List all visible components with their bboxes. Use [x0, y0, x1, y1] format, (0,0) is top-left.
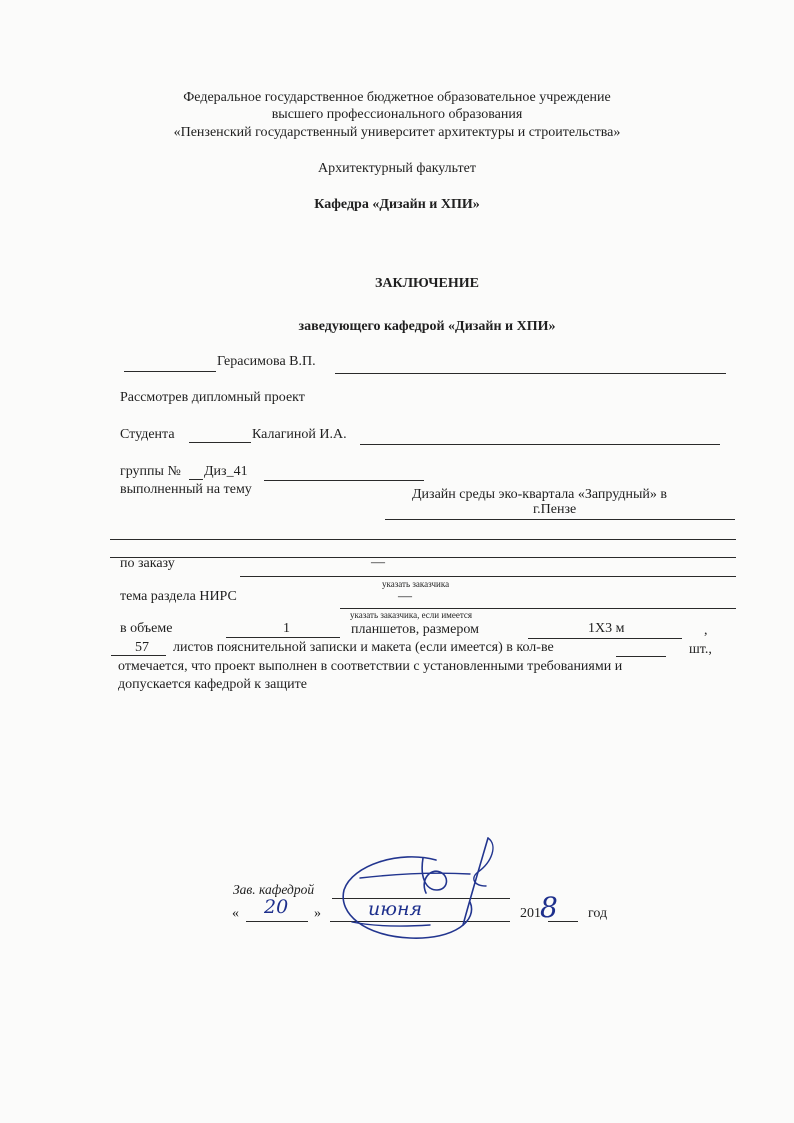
conclusion-line-2: допускается кафедрой к защите [118, 677, 307, 692]
blank-line [110, 557, 736, 558]
student-label: Студента [120, 427, 175, 442]
topic-underline [385, 519, 735, 520]
student-name: Калагиной И.А. [252, 427, 347, 442]
year-suffix: год [588, 906, 608, 921]
order-hint: указать заказчика [382, 579, 450, 589]
blank-line [528, 638, 682, 639]
blank-line [616, 656, 666, 657]
conclusion-line-1: отмечается, что проект выполнен в соответствии с установленными требованиями и [118, 659, 623, 674]
order-label: по заказу [120, 556, 175, 571]
blank-line [111, 655, 166, 656]
nirs-hint: указать заказчика, если имеется [350, 610, 473, 620]
size-comma: , [704, 623, 708, 638]
group-value: Диз_41 [204, 464, 248, 479]
group-label: группы № [120, 464, 181, 479]
nirs-label: тема раздела НИРС [120, 589, 237, 604]
signature-month: июня [368, 898, 423, 920]
head-name: Герасимова В.П. [217, 354, 316, 369]
nirs-underline [340, 608, 736, 609]
signature-year-digit: 8 [540, 891, 558, 924]
order-underline [240, 576, 736, 577]
month-underline [330, 921, 510, 922]
blank-line [189, 442, 251, 443]
institution-line-3: «Пензенский государственный университет архитектуры и строительства» [173, 125, 621, 140]
volume-value: 1 [283, 621, 290, 636]
sheets-text: листов пояснительной записки и макета (если имеется) в кол-ве [173, 640, 554, 655]
document-title: ЗАКЛЮЧЕНИЕ [374, 276, 480, 291]
blank-line [124, 371, 216, 372]
day-underline [246, 921, 308, 922]
pcs-text: шт., [689, 642, 712, 657]
size-value: 1Х3 м [588, 621, 625, 636]
signature-day: 20 [264, 896, 289, 918]
topic-line-1: Дизайн среды эко-квартала «Запрудный» в [412, 487, 667, 502]
quote-open: « [232, 906, 239, 921]
order-value: — [371, 555, 385, 570]
blank-line [264, 480, 424, 481]
topic-line-2: г.Пензе [533, 502, 577, 517]
document-subtitle: заведующего кафедрой «Дизайн и ХПИ» [298, 319, 556, 334]
nirs-value: — [398, 589, 412, 604]
institution-line-2: высшего профессионального образования [271, 107, 523, 122]
faculty: Архитектурный факультет [318, 161, 476, 176]
institution-line-1: Федеральное государственное бюджетное образовательное учреждение [183, 90, 611, 105]
year-underline [548, 921, 578, 922]
quote-close: » [314, 906, 321, 921]
blank-line [189, 479, 203, 480]
blank-line [335, 373, 726, 374]
blank-line [360, 444, 720, 445]
volume-label: в объеме [120, 621, 173, 636]
year-prefix: 201 [520, 906, 541, 921]
topic-label: выполненный на тему [120, 482, 252, 497]
sheets-value: 57 [135, 640, 149, 655]
blank-line [226, 637, 340, 638]
signature-role: Зав. кафедрой [233, 882, 315, 897]
department: Кафедра «Дизайн и ХПИ» [314, 197, 480, 212]
reviewed-text: Рассмотрев дипломный проект [120, 390, 305, 405]
tablets-text: планшетов, размером [351, 622, 479, 637]
blank-line [110, 539, 736, 540]
